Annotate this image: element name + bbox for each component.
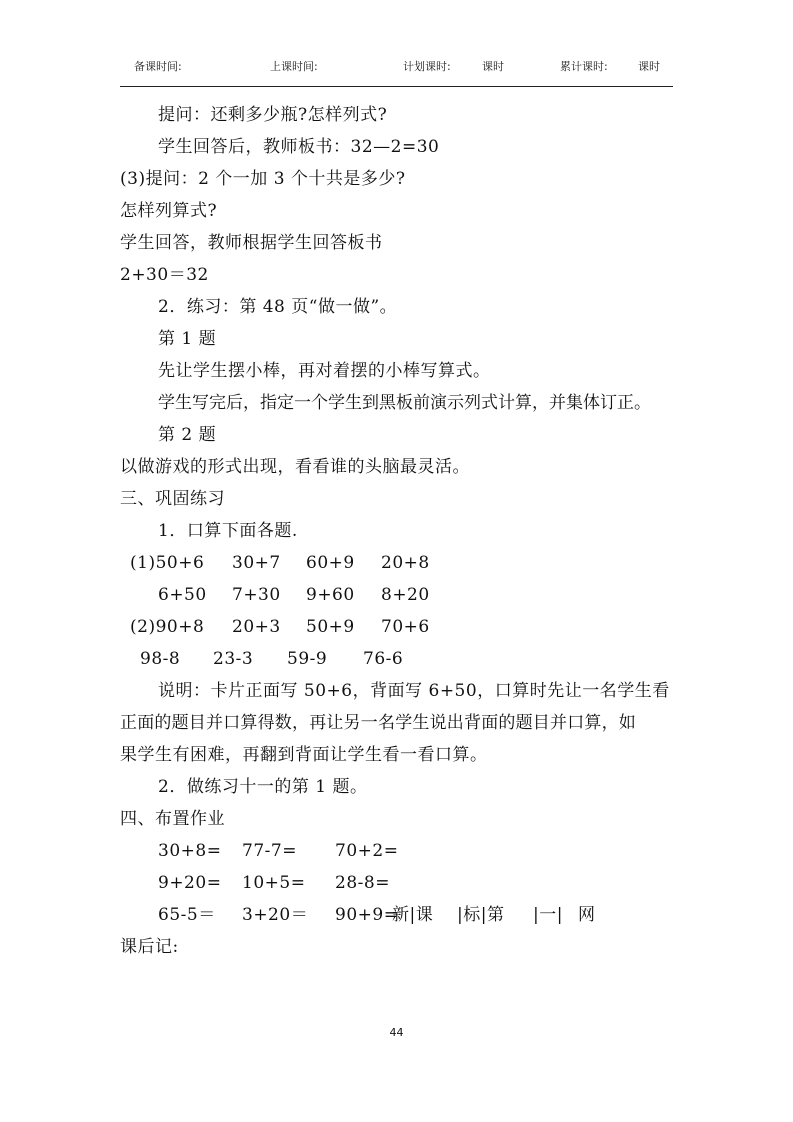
section-heading: 四、布置作业 <box>120 809 225 829</box>
exercise-item: 6+50 <box>158 585 207 605</box>
homework-row <box>0 839 793 863</box>
text-line: 学生回答后，教师板书：32—2=30 <box>158 137 440 157</box>
class-time-label: 上课时间: <box>270 60 318 73</box>
watermark-text: |一| <box>533 905 563 925</box>
exercise-item: 30+7 <box>232 553 281 573</box>
exercise-item: 8+20 <box>381 585 430 605</box>
homework-item: 9+20= <box>158 873 222 893</box>
text-line: (3)提问：2 个一加 3 个十共是多少? <box>120 169 406 189</box>
exercise-row <box>0 551 793 575</box>
total-hours-unit: 课时 <box>638 60 660 73</box>
total-hours-label: 累计课时: <box>560 60 608 73</box>
exercise-item: (1)50+6 <box>130 553 205 573</box>
homework-row <box>0 903 793 927</box>
homework-item: 28-8= <box>335 873 390 893</box>
text-line: 第 1 题 <box>158 329 217 349</box>
homework-item: 65-5＝ <box>158 905 216 925</box>
exercise-item: 98-8 <box>140 649 181 669</box>
exercise-item: 20+8 <box>381 553 430 573</box>
exercise-item: 76-6 <box>363 649 404 669</box>
text-line: 2+30＝32 <box>120 265 209 285</box>
text-line: 学生写完后，指定一个学生到黑板前演示列式计算，并集体订正。 <box>158 393 651 413</box>
homework-item: 70+2= <box>335 841 399 861</box>
exercise-item: 20+3 <box>232 617 281 637</box>
homework-item: 3+20＝ <box>242 905 309 925</box>
homework-row <box>0 871 793 895</box>
text-line: 提问：还剩多少瓶?怎样列式? <box>158 105 388 125</box>
exercise-item: 9+60 <box>306 585 355 605</box>
text-line: 先让学生摆小棒，再对着摆的小棒写算式。 <box>158 361 491 381</box>
exercise-item: 70+6 <box>381 617 430 637</box>
exercise-row <box>0 615 793 639</box>
text-line: 正面的题目并口算得数，再让另一名学生说出背面的题目并口算，如 <box>120 713 636 733</box>
text-line: 第 2 题 <box>158 425 217 445</box>
text-line: 说明：卡片正面写 50+6，背面写 6+50，口算时先让一名学生看 <box>158 681 670 701</box>
page-number: 44 <box>389 1026 404 1039</box>
exercise-item: 7+30 <box>232 585 281 605</box>
planned-hours-label: 计划课时: <box>403 60 451 73</box>
exercise-item: (2)90+8 <box>130 617 205 637</box>
text-line: 2．练习：第 48 页“做一做”。 <box>158 297 398 317</box>
text-line: 1．口算下面各题. <box>158 521 298 541</box>
text-line: 果学生有困难，再翻到背面让学生看一看口算。 <box>120 745 488 765</box>
text-line: 怎样列算式? <box>120 201 218 221</box>
watermark-text: |标|第 <box>457 905 505 925</box>
prep-time-label: 备课时间: <box>134 60 182 73</box>
exercise-item: 60+9 <box>306 553 355 573</box>
exercise-item: 50+9 <box>306 617 355 637</box>
homework-item: 30+8= <box>158 841 222 861</box>
exercise-row <box>0 647 793 671</box>
exercise-row <box>0 583 793 607</box>
afterword-label: 课后记: <box>120 937 179 957</box>
homework-item: 10+5= <box>242 873 306 893</box>
text-line: 2．做练习十一的第 1 题。 <box>158 777 368 797</box>
text-line: 学生回答，教师根据学生回答板书 <box>120 233 383 253</box>
watermark-text: 新|课 <box>392 905 434 925</box>
page-header <box>120 56 673 87</box>
homework-item: 90+9= <box>335 905 399 925</box>
exercise-item: 23-3 <box>213 649 254 669</box>
watermark-text: 网 <box>578 905 596 925</box>
exercise-item: 59-9 <box>287 649 328 669</box>
text-line: 以做游戏的形式出现，看看谁的头脑最灵活。 <box>120 457 470 477</box>
homework-item: 77-7= <box>242 841 297 861</box>
section-heading: 三、巩固练习 <box>120 489 225 509</box>
planned-hours-unit: 课时 <box>482 60 504 73</box>
